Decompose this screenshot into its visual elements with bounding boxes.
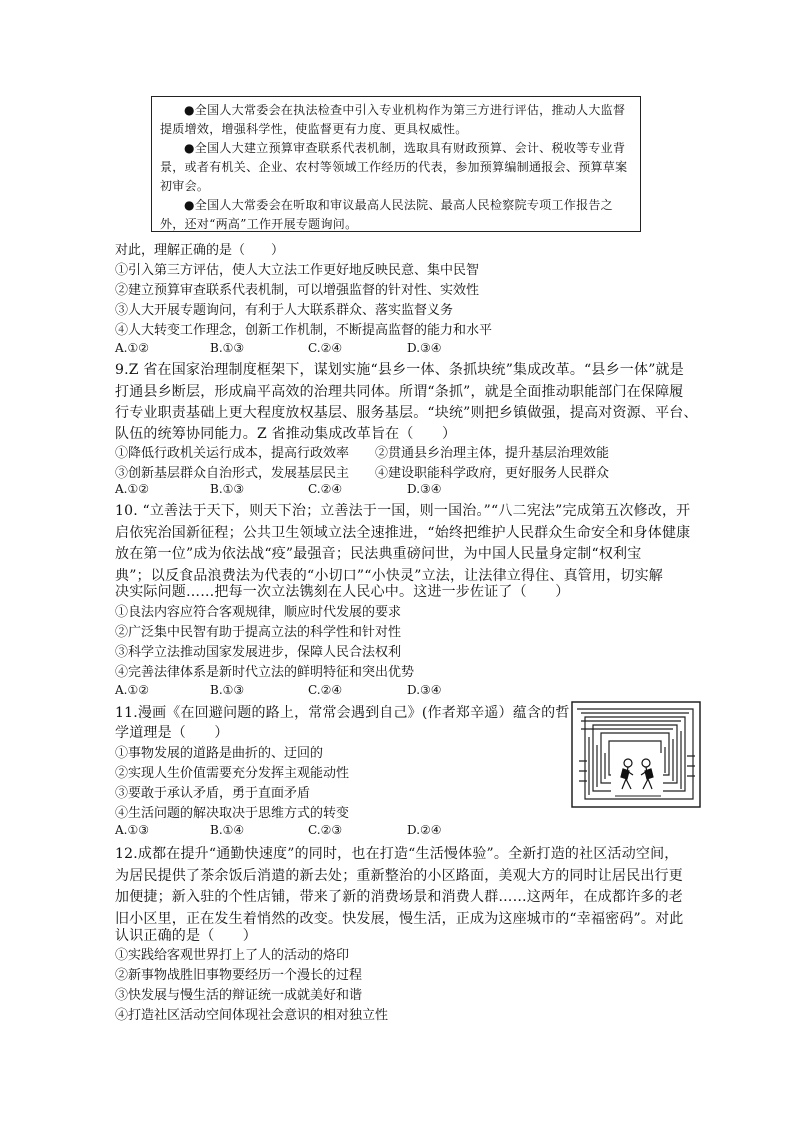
q11-text-line: 学道理是（ ） bbox=[115, 725, 229, 741]
option-c[interactable]: C.②④ bbox=[308, 482, 343, 496]
q12-text-line: 认识正确的是（ ） bbox=[115, 928, 257, 944]
option-a[interactable]: A.①② bbox=[115, 341, 149, 355]
option-d[interactable]: D.③④ bbox=[407, 341, 442, 355]
q10-text-line: 启依宪治国新征程；公共卫生领域立法全速推进，“始终把维护人民群众生命安全和身体健康 bbox=[115, 525, 691, 541]
material-paragraph: ●全国人大常委会在听取和审议最高人民法院、最高人民检察院专项工作报告之外，还对“两高”工作开展专题询问。 bbox=[160, 198, 613, 231]
q10-item: ②广泛集中民智有助于提高立法的科学性和针对性 bbox=[115, 625, 402, 640]
q9-text-line: 9.Z 省在国家治理制度框架下，谋划实施“县乡一体、条抓块统”集成改革。“县乡一体”就是 bbox=[115, 362, 684, 378]
q9-text-line: 队伍的统筹协同能力。Z 省推动集成改革旨在（ ） bbox=[115, 426, 457, 442]
q10-text-line: 放在第一位”成为依法战“疫”最强音；民法典重磅问世，为中国人民量身定制“权利宝 bbox=[115, 546, 642, 562]
option-d[interactable]: D.③④ bbox=[407, 482, 442, 496]
option-a[interactable]: A.①③ bbox=[115, 823, 149, 837]
q11-item: ①事物发展的道路是曲折的、迂回的 bbox=[115, 746, 324, 761]
q12-text-line: 加便捷；新入驻的个性店铺，带来了新的消费场景和消费人群……这两年，在成都许多的老 bbox=[115, 889, 683, 905]
option-c[interactable]: C.②④ bbox=[308, 341, 343, 355]
q9-item: ①降低行政机关运行成本，提高行政效率 ②贯通县乡治理主体，提升基层治理效能 bbox=[115, 446, 610, 461]
q10-item: ④完善法律体系是新时代立法的鲜明特征和突出优势 bbox=[115, 665, 415, 680]
q12-item: ④打造社区活动空间体现社会意识的相对独立性 bbox=[115, 1008, 389, 1023]
material-box bbox=[151, 96, 641, 232]
option-b[interactable]: B.①③ bbox=[210, 683, 245, 697]
q11-item: ④生活问题的解决取决于思维方式的转变 bbox=[115, 806, 350, 821]
q12-item: ①实践给客观世界打上了人的活动的烙印 bbox=[115, 948, 350, 963]
q10-text-line: 10. “立善法于天下，则天下治；立善法于一国，则一国治。”“八二宪法”完成第五次修改，开 bbox=[115, 503, 691, 519]
q11-item: ②实现人生价值需要充分发挥主观能动性 bbox=[115, 766, 350, 781]
q12-item: ②新事物战胜旧事物要经历一个漫长的过程 bbox=[115, 968, 363, 983]
q9-item: ③创新基层群众自治形式，发展基层民主 ④建设职能科学政府，更好服务人民群众 bbox=[115, 466, 610, 481]
q8-item: ①引入第三方评估，使人大立法工作更好地反映民意、集中民智 bbox=[115, 263, 480, 278]
option-b[interactable]: B.①③ bbox=[210, 482, 245, 496]
material-paragraph: ●全国人大常委会在执法检查中引入专业机构作为第三方进行评估，推动人大监督提质增效，增强科学性，使监督更有力度、更具权威性。 bbox=[160, 103, 626, 136]
option-d[interactable]: D.②④ bbox=[407, 823, 442, 837]
material-paragraph: ●全国人大建立预算审查联系代表机制，选取具有财政预算、会计、税收等专业背景，或者有机关、企业、农村等领域工作经历的代表，参加预算编制通报会、预算草案初审会。 bbox=[160, 141, 628, 193]
option-b[interactable]: B.①④ bbox=[210, 823, 245, 837]
q10-item: ③科学立法推动国家发展进步，保障人民合法权利 bbox=[115, 645, 402, 660]
q10-text-line: 典”；以反食品浪费法为代表的“小切口”“小快灵”立法，让法律立得住、真管用，切实解 bbox=[115, 568, 663, 584]
q12-text-line: 为居民提供了茶余饭后消遣的新去处；重新整治的小区路面，美观大方的同时让居民出行更 bbox=[115, 868, 683, 884]
q12-item: ③快发展与慢生活的辩证统一成就美好和谐 bbox=[115, 988, 363, 1003]
option-a[interactable]: A.①② bbox=[115, 683, 149, 697]
q10-text-line: 决实际问题……把每一次立法镌刻在人民心中。这进一步佐证了（ ） bbox=[115, 584, 570, 600]
q8-item: ④人大转变工作理念，创新工作机制，不断提高监督的能力和水平 bbox=[115, 323, 493, 338]
q9-text-line: 行专业职责基础上更大程度放权基层、服务基层。“块统”则把乡镇做强，提高对资源、平台、 bbox=[115, 405, 698, 421]
q11-item: ③要敢于承认矛盾，勇于直面矛盾 bbox=[115, 786, 311, 801]
q10-item: ①良法内容应符合客观规律，顺应时代发展的要求 bbox=[115, 605, 402, 620]
option-c[interactable]: C.②④ bbox=[308, 683, 343, 697]
q12-text-line: 旧小区里，正在发生着悄然的改变。快发展，慢生活，正成为这座城市的“幸福密码”。对此 bbox=[115, 911, 684, 927]
q8-item: ③人大开展专题询问，有利于人大联系群众、落实监督义务 bbox=[115, 303, 454, 318]
q8-item: ②建立预算审查联系代表机制，可以增强监督的针对性、实效性 bbox=[115, 283, 480, 298]
option-d[interactable]: D.③④ bbox=[407, 683, 442, 697]
q9-text-line: 打通县乡断层，形成扁平高效的治理共同体。所谓“条抓”，就是全面推动职能部门在保障履 bbox=[115, 384, 684, 400]
maze-cartoon-image bbox=[571, 701, 701, 808]
q11-text-line: 11.漫画《在回避问题的路上，常常会遇到自己》(作者郑辛遥）蕴含的哲 bbox=[115, 705, 570, 721]
q12-text-line: 12.成都在提升“通勤快速度”的同时，也在打造“生活慢体验”。全新打造的社区活动空间， bbox=[115, 846, 679, 862]
option-a[interactable]: A.①② bbox=[115, 482, 149, 496]
q8-stem: 对此，理解正确的是（ ） bbox=[115, 243, 285, 258]
option-c[interactable]: C.②③ bbox=[308, 823, 343, 837]
option-b[interactable]: B.①③ bbox=[210, 341, 245, 355]
